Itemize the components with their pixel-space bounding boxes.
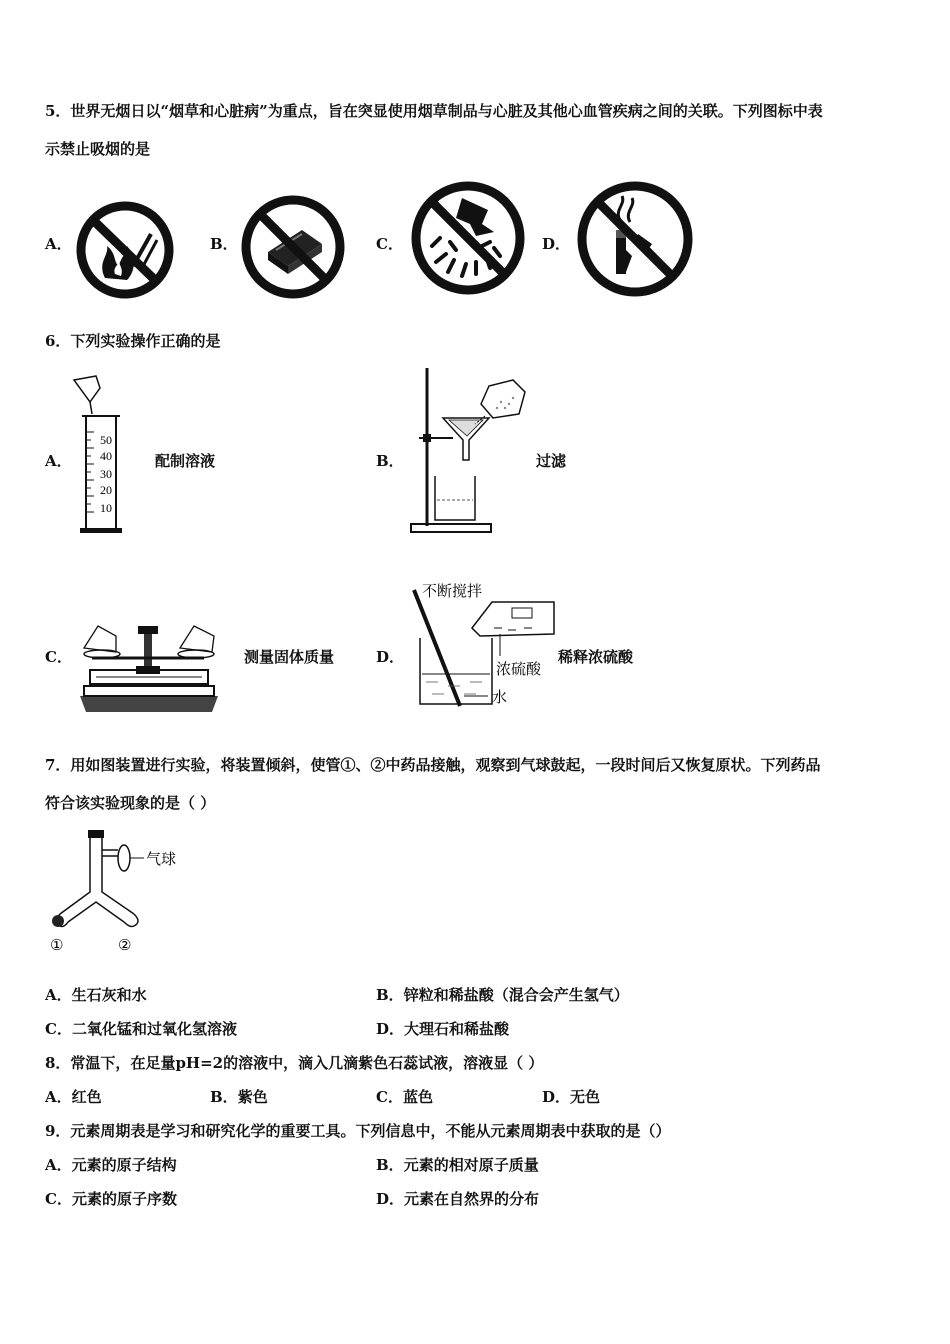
- dilution-setup-icon: [408, 578, 558, 712]
- q5-option-d-label: D．: [542, 235, 571, 253]
- q9-option-c-text: 元素的原子序数: [71, 1190, 177, 1208]
- q5-stem-line1: 5．世界无烟日以“烟草和心脏病”为重点，旨在突显使用烟草制品与心脏及其他心血管疾病之间的关联。下列图标中表: [45, 102, 823, 120]
- graduated-cylinder-icon: [70, 372, 130, 536]
- q8-option-d: [542, 1090, 600, 1105]
- balance-icon: [76, 622, 222, 716]
- no-smoking-icon: [576, 180, 694, 298]
- q7-option-a-label: A．: [45, 986, 72, 1004]
- cylinder-mark-50: 50: [100, 433, 112, 447]
- q6-option-a-caption: 配制溶液: [155, 452, 216, 470]
- water-label: 水: [492, 688, 508, 706]
- q7-option-d: [376, 1022, 509, 1037]
- q5-option-c-label: C．: [376, 235, 403, 253]
- q8-option-a-text: 红色: [71, 1088, 102, 1106]
- q7-option-d-text: 大理石和稀盐酸: [404, 1020, 510, 1038]
- acid-label: 浓硫酸: [496, 660, 542, 678]
- q9-stem: 9．元素周期表是学习和研究化学的重要工具。下列信息中，不能从元素周期表中获取的是（）: [45, 1122, 671, 1140]
- no-fire-icon: [75, 200, 175, 300]
- q6-option-b-caption: 过滤: [536, 452, 567, 470]
- q9-option-a-label: A．: [45, 1156, 72, 1174]
- q8-option-d-label: D．: [542, 1088, 571, 1106]
- filtration-setup-icon: [405, 364, 535, 536]
- no-tobacco-package-icon: [240, 194, 346, 300]
- q9-option-d: [376, 1192, 539, 1207]
- q5-option-a-label: A．: [45, 235, 72, 253]
- q8-option-a: [45, 1090, 102, 1105]
- q9-option-d-text: 元素在自然界的分布: [404, 1190, 540, 1208]
- q8-option-b-label: B．: [210, 1088, 238, 1106]
- q9-option-c: [45, 1192, 177, 1207]
- cylinder-mark-30: 30: [100, 467, 112, 481]
- q9-option-a-text: 元素的原子结构: [71, 1156, 177, 1174]
- q8-option-c: [376, 1090, 433, 1105]
- q7-option-c-text: 二氧化锰和过氧化氢溶液: [71, 1020, 237, 1038]
- q7-stem-line2: 符合该实验现象的是（ ）: [45, 794, 216, 812]
- q6-option-c-caption: 测量固体质量: [244, 648, 335, 666]
- q9-option-c-label: C．: [45, 1190, 72, 1208]
- q8-option-c-label: C．: [376, 1088, 403, 1106]
- q7-option-a: [45, 988, 147, 1003]
- q9-option-b-text: 元素的相对原子质量: [403, 1156, 539, 1174]
- q5-option-b-label: B．: [210, 235, 238, 253]
- q6-option-c-label: C．: [45, 648, 72, 666]
- q7-option-c: [45, 1022, 237, 1037]
- q8-option-a-label: A．: [45, 1088, 72, 1106]
- q6-option-d-label: D．: [376, 648, 405, 666]
- q7-option-a-text: 生石灰和水: [71, 986, 147, 1004]
- tube-2-label: ②: [118, 936, 132, 954]
- cylinder-mark-20: 20: [100, 483, 112, 497]
- q9-option-b-label: B．: [376, 1156, 404, 1174]
- q7-option-b-text: 锌粒和稀盐酸（混合会产生氢气）: [403, 986, 629, 1004]
- q8-option-d-text: 无色: [570, 1088, 601, 1106]
- q8-option-b: [210, 1090, 268, 1105]
- q6-option-d-caption: 稀释浓硫酸: [558, 648, 634, 666]
- q7-option-d-label: D．: [376, 1020, 405, 1038]
- balloon-label: 气球: [146, 850, 177, 868]
- cylinder-mark-10: 10: [100, 501, 112, 515]
- q7-option-c-label: C．: [45, 1020, 72, 1038]
- stir-label: 不断搅拌: [422, 582, 483, 600]
- q9-option-a: [45, 1158, 177, 1173]
- cylinder-mark-40: 40: [100, 449, 112, 463]
- q7-option-b: [376, 988, 629, 1003]
- q8-option-b-text: 紫色: [237, 1088, 268, 1106]
- q6-option-b-label: B．: [376, 452, 404, 470]
- tube-1-label: ①: [50, 936, 64, 954]
- q7-stem-line1: 7．用如图装置进行实验，将装置倾斜，使管①、②中药品接触，观察到气球鼓起，一段时间后又恢复原状。下列药品: [45, 756, 821, 774]
- no-fireworks-icon: [410, 180, 526, 296]
- q6-stem: 6．下列实验操作正确的是: [45, 332, 221, 350]
- q8-option-c-text: 蓝色: [402, 1088, 433, 1106]
- q5-stem-line2: 示禁止吸烟的是: [45, 140, 151, 158]
- q8-stem: 8．常温下，在足量pH=2的溶液中，滴入几滴紫色石蕊试液，溶液显（ ）: [45, 1054, 544, 1072]
- q7-option-b-label: B．: [376, 986, 404, 1004]
- y-tube-apparatus-icon: [46, 826, 196, 954]
- q6-option-a-label: A．: [45, 452, 72, 470]
- q9-option-b: [376, 1158, 539, 1173]
- q9-option-d-label: D．: [376, 1190, 405, 1208]
